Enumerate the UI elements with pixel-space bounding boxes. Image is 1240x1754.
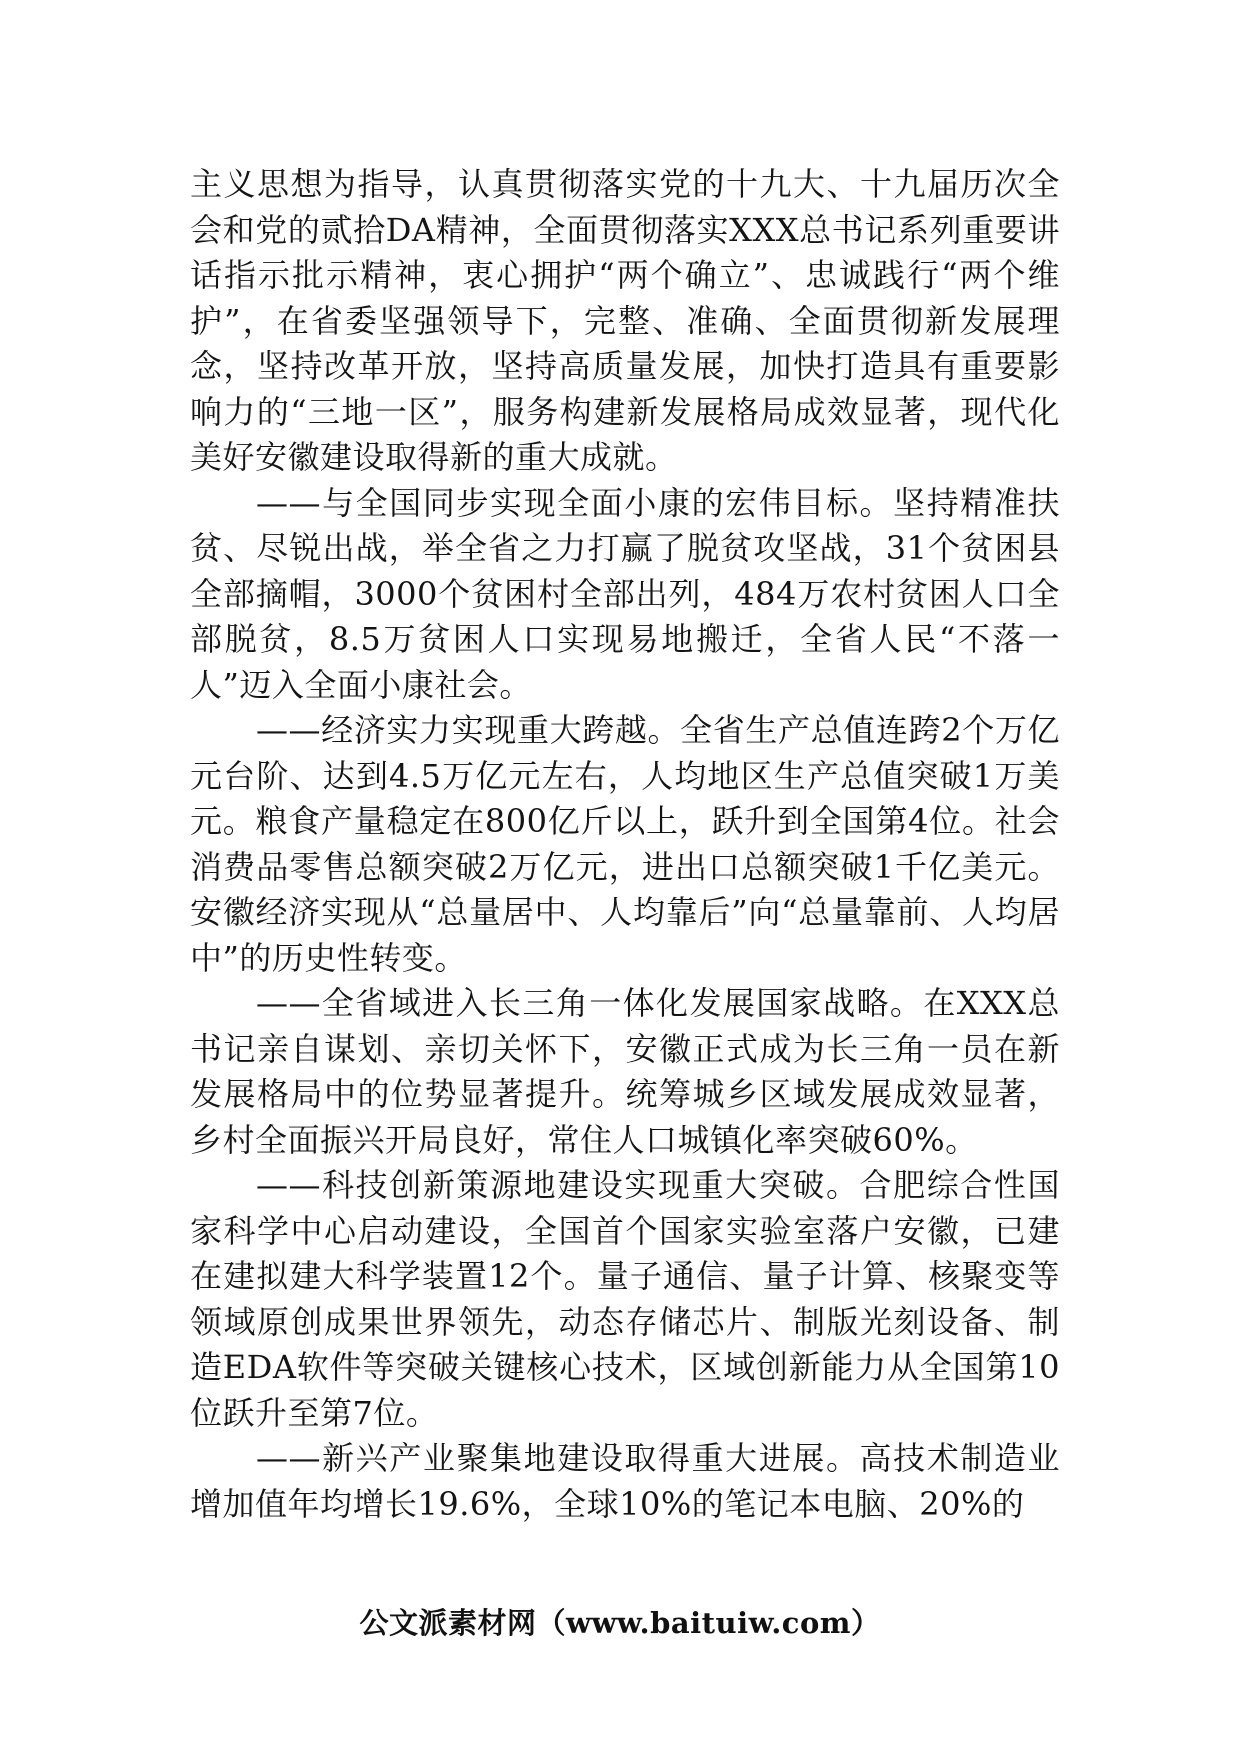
document-body <box>190 162 1060 1527</box>
paragraph-intro: 主义思想为指导，认真贯彻落实党的十九大、十九届历次全会和党的贰拾DA精神，全面贯彻落实XXX总书记系列重要讲话指示批示精神，衷心拥护“两个确立”、忠诚践行“两个维护”，在省委坚强领导下，完整、准确、全面贯彻新发展理念，坚持改革开放，坚持高质量发展，加快打造具有重要影响力的“三地一区”，服务构建新发展格局成效显著，现代化美好安徽建设取得新的重大成就。 <box>190 165 1060 476</box>
paragraph-poverty-alleviation: ——与全国同步实现全面小康的宏伟目标。坚持精准扶贫、尽锐出战，举全省之力打赢了脱贫攻坚战，31个贫困县全部摘帽，3000个贫困村全部出列，484万农村贫困人口全部脱贫，8.5万贫困人口实现易地搬迁，全省人民“不落一人”迈入全面小康社会。 <box>190 483 1060 704</box>
footer-watermark: 公文派素材网（www.baituiw.com） <box>359 1606 881 1640</box>
paragraph-economic-strength: ——经济实力实现重大跨越。全省生产总值连跨2个万亿元台阶、达到4.5万亿元左右，人均地区生产总值突破1万美元。粮食产量稳定在800亿斤以上，跃升到全国第4位。社会消费品零售总额突破2万亿元，进出口总额突破1千亿美元。安徽经济实现从“总量居中、人均靠后”向“总量靠前、人均居中”的历史性转变。 <box>190 711 1060 977</box>
paragraph-emerging-industry: ——新兴产业聚集地建设取得重大进展。高技术制造业增加值年均增长19.6%，全球10%的笔记本电脑、20%的 <box>190 1439 1060 1523</box>
paragraph-tech-innovation: ——科技创新策源地建设实现重大突破。合肥综合性国家科学中心启动建设，全国首个国家实验室落户安徽，已建在建拟建大科学装置12个。量子通信、量子计算、核聚变等领域原创成果世界领先，动态存储芯片、制版光刻设备、制造EDA软件等突破关键核心技术，区域创新能力从全国第10位跃升至第7位。 <box>190 1166 1060 1432</box>
paragraph-yangtze-delta: ——全省域进入长三角一体化发展国家战略。在XXX总书记亲自谋划、亲切关怀下，安徽正式成为长三角一员在新发展格局中的位势显著提升。统筹城乡区域发展成效显著，乡村全面振兴开局良好，常住人口城镇化率突破60%。 <box>190 984 1060 1159</box>
